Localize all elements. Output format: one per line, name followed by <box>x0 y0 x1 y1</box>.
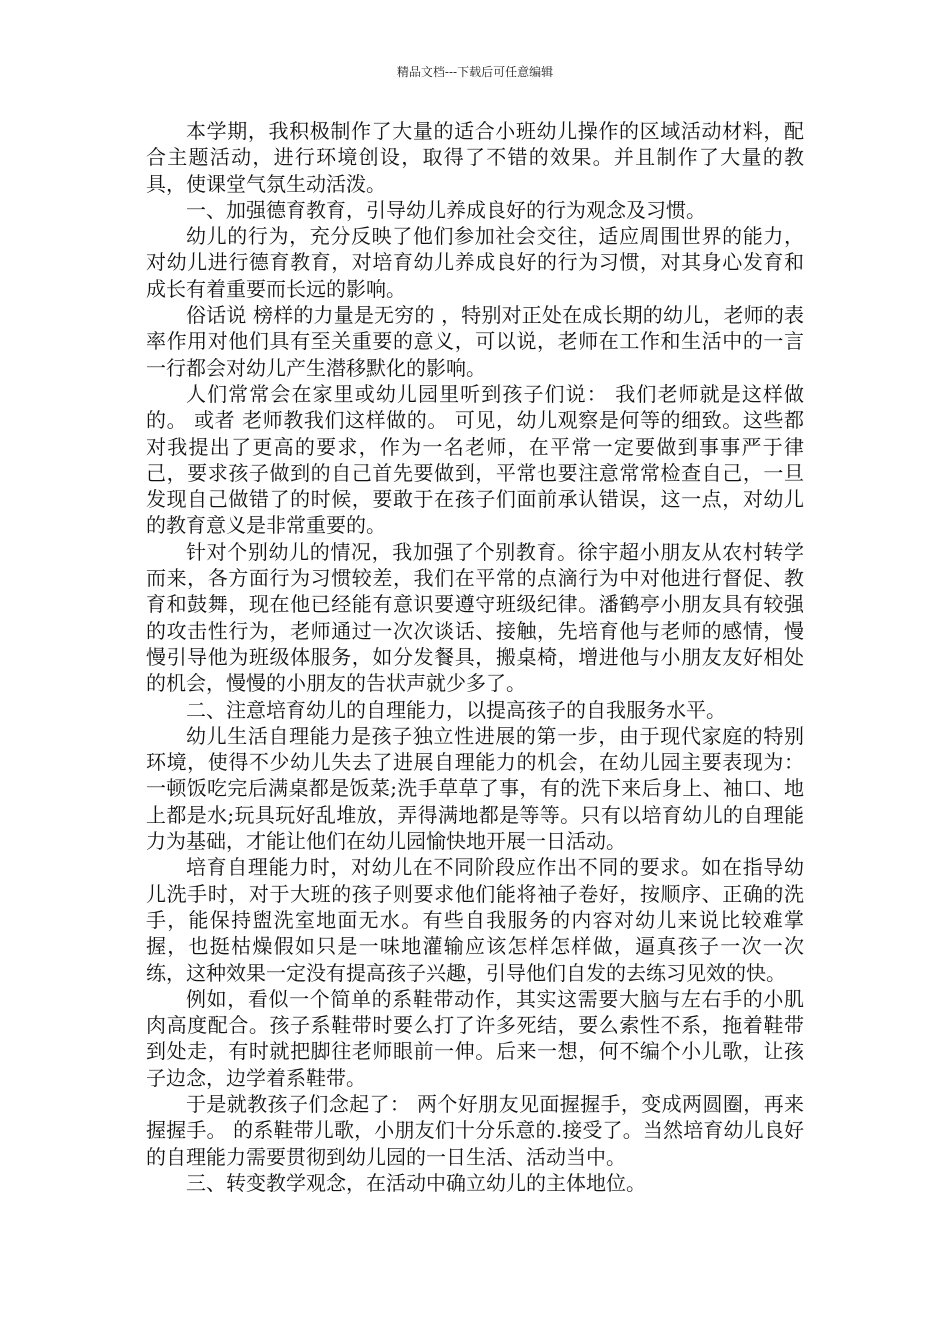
paragraph: 针对个别幼儿的情况，我加强了个别教育。徐宇超小朋友从农村转学而来，各方面行为习惯较差，我们在平常的点滴行为中对他进行督促、教育和鼓舞，现在他已经能有意识要遵守班级纪律。潘鹤亭小朋友具有较强的攻击性行为，老师通过一次次谈话、接触，先培育他与老师的感情，慢慢引导他为班级体服务，如分发餐具，搬桌椅，增进他与小朋友友好相处的机会，慢慢的小朋友的告状声就少多了。 <box>146 539 804 696</box>
section-heading-self-care: 二、注意培育幼儿的自理能力，以提高孩子的自我服务水平。 <box>186 697 726 722</box>
page-header: 精品文档---下载后可任意编辑 <box>396 65 554 79</box>
paragraph: 例如，看似一个简单的系鞋带动作，其实这需要大脑与左右手的小肌肉高度配合。孩子系鞋带时要么打了许多死结，要么索性不系，拖着鞋带到处走，有时就把脚往老师眼前一伸。后来一想，何不编个小儿歌，让孩子边念，边学着系鞋带。 <box>146 986 804 1090</box>
document-body <box>146 118 804 1196</box>
paragraph: 幼儿生活自理能力是孩子独立性进展的第一步，由于现代家庭的特别环境，使得不少幼儿失去了进展自理能力的机会，在幼儿园主要表现为：一顿饭吃完后满桌都是饭菜;洗手草草了事，有的洗下来后身上、袖口、地上都是水;玩具玩好乱堆放，弄得满地都是等等。只有以培育幼儿的自理能力为基础，才能让他们在幼儿园愉快地开展一日活动。 <box>146 723 804 854</box>
paragraph: 俗话说 榜样的力量是无穷的 ，特别对正处在成长期的幼儿，老师的表率作用对他们具有至关重要的意义，可以说，老师在工作和生活中的一言一行都会对幼儿产生潜移默化的影响。 <box>146 303 804 380</box>
paragraph: 于是就教孩子们念起了： 两个好朋友见面握握手，变成两圆圈，再来握握手。 的系鞋带儿歌，小朋友们十分乐意的.接受了。当然培育幼儿良好的自理能力需要贯彻到幼儿园的一日生活、活动当中。 <box>146 1091 804 1169</box>
section-heading-teaching-concept: 三、转变教学观念，在活动中确立幼儿的主体地位。 <box>186 1170 646 1195</box>
paragraph: 培育自理能力时，对幼儿在不同阶段应作出不同的要求。如在指导幼儿洗手时，对于大班的孩子则要求他们能将袖子卷好，按顺序、正确的洗手，能保持盥洗室地面无水。有些自我服务的内容对幼儿来说比较难掌握，也挺枯燥假如只是一味地灌输应该怎样怎样做，逼真孩子一次一次练，这种效果一定没有提高孩子兴趣，引导他们自发的去练习见效的快。 <box>146 855 804 985</box>
paragraph-intro: 本学期，我积极制作了大量的适合小班幼儿操作的区域活动材料，配合主题活动，进行环境创设，取得了不错的效果。并且制作了大量的教具，使课堂气氛生动活泼。 <box>146 119 804 196</box>
paragraph: 人们常常会在家里或幼儿园里听到孩子们说： 我们老师就是这样做的。 或者 老师教我们这样做的。 可见，幼儿观察是何等的细致。这些都对我提出了更高的要求，作为一名老师，在平常一定要做到事事严于律己，要求孩子做到的自己首先要做到，平常也要注意常常检查自己，一旦发现自己做错了的时候，要敢于在孩子们面前承认错误，这一点，对幼儿的教育意义是非常重要的。 <box>146 381 804 538</box>
paragraph: 幼儿的行为，充分反映了他们参加社会交往，适应周围世界的能力，对幼儿进行德育教育，对培育幼儿养成良好的行为习惯，对其身心发育和成长有着重要而长远的影响。 <box>146 224 804 301</box>
section-heading-moral-education: 一、加强德育教育，引导幼儿养成良好的行为观念及习惯。 <box>186 197 706 222</box>
